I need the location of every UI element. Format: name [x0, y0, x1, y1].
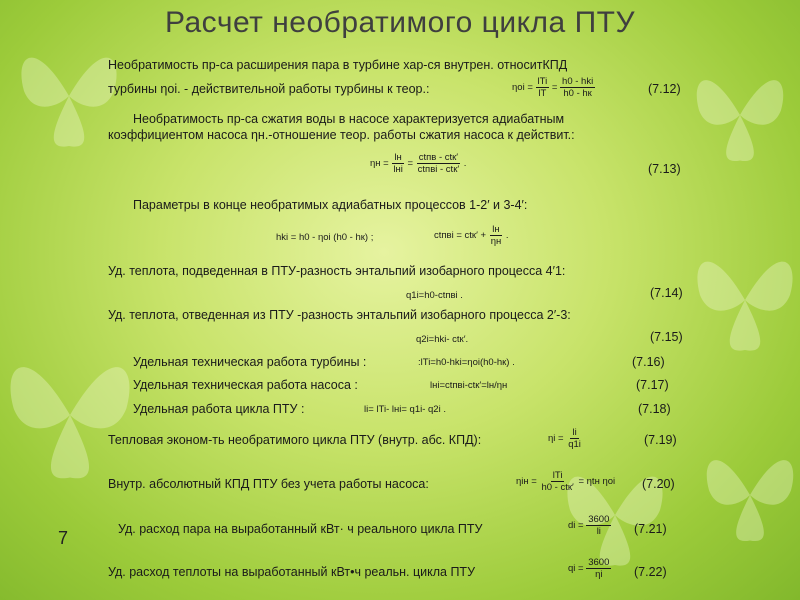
formula-7-12 [512, 76, 595, 99]
formula-part: . [463, 158, 467, 170]
denominator: h0 - hк [563, 88, 592, 99]
fraction [586, 514, 611, 537]
denominator: h0 - ctк′ [541, 482, 574, 493]
equation-number: (7.13) [648, 162, 681, 176]
page-number: 7 [58, 528, 69, 548]
text-line: Уд. расход теплоты на выработанный кВт•ч реальн. цикла ПТУ [108, 565, 476, 579]
text-line: Уд. расход пара на выработанный кВт· ч реального цикла ПТУ [118, 522, 483, 536]
fraction [489, 224, 504, 247]
equation-number: (7.20) [642, 477, 675, 491]
text-line: коэффициентом насоса ηн.-отношение теор. работы сжатия насоса к действит.: [108, 128, 575, 142]
formula-7-16: :lTi=h0-hki=ηoi(h0-hк) . [418, 357, 515, 368]
fraction [391, 152, 404, 175]
fraction [560, 76, 595, 99]
formula-7-20 [516, 470, 615, 493]
formula-part: ηiн = [516, 476, 537, 488]
slide-title: Расчет необратимого цикла ПТУ [164, 6, 636, 39]
formula-part: ctпвi = ctк′ + [434, 230, 487, 242]
fraction [566, 427, 583, 450]
numerator: li [572, 427, 577, 438]
text-line: Необратимость пр-са сжатия воды в насосе характеризуется адиабатным [133, 112, 565, 126]
formula-part: = [551, 82, 558, 94]
text-line: турбины ηoi. - действительной работы турбины к теор.: [108, 82, 430, 96]
fraction [416, 152, 461, 175]
formula-ctpvi [434, 224, 509, 247]
numerator: lTi [537, 76, 548, 87]
text-line: Необратимость пр-са расширения пара в турбине хар-ся внутрен. относитКПД [108, 58, 568, 72]
fraction [539, 470, 575, 493]
fraction [536, 76, 550, 99]
equation-number: (7.14) [650, 286, 683, 300]
formula-7-21 [568, 514, 611, 537]
formula-part: qi = [568, 563, 584, 575]
numerator: h0 - hki [562, 76, 594, 87]
numerator: lн [394, 152, 402, 163]
butterfly-decoration-icon [700, 440, 800, 550]
numerator: lTi [552, 470, 563, 481]
text-line: Параметры в конце необратимых адиабатных процессов 1-2′ и 3-4′: [133, 198, 528, 212]
text-line: Тепловая эконом-ть необратимого цикла ПТУ (внутр. абс. КПД): [108, 433, 482, 447]
text-line: Удельная техническая работа турбины : [133, 355, 367, 369]
equation-number: (7.19) [644, 433, 677, 447]
text-line: Уд. теплота, отведенная из ПТУ -разность энтальпий изобарного процесса 2′-3: [108, 308, 571, 322]
equation-number: (7.15) [650, 330, 683, 344]
numerator: ctпв - ctк′ [418, 152, 459, 163]
text-line: Удельная техническая работа насоса : [133, 378, 358, 392]
equation-number: (7.17) [636, 378, 669, 392]
denominator: ctпвi - ctк′ [417, 164, 460, 175]
formula-7-19 [548, 427, 583, 450]
equation-number: (7.21) [634, 522, 667, 536]
text-line: Внутр. абсолютный КПД ПТУ без учета работы насоса: [108, 477, 429, 491]
denominator: lT [538, 88, 547, 99]
equation-number: (7.22) [634, 565, 667, 579]
numerator: lн [492, 224, 500, 235]
formula-part: . [505, 230, 509, 242]
denominator: lнi [393, 164, 403, 175]
formula-part: ηi = [548, 433, 564, 445]
formula-part: ηн = [370, 158, 389, 170]
numerator: 3600 [588, 514, 610, 525]
equation-number: (7.12) [648, 82, 681, 96]
butterfly-decoration-icon [0, 340, 140, 490]
text-line: Удельная работа цикла ПТУ : [133, 402, 305, 416]
numerator: 3600 [588, 557, 610, 568]
denominator: li [596, 526, 601, 537]
denominator: ηн [490, 236, 502, 247]
formula-part: di = [568, 520, 584, 532]
equation-number: (7.16) [632, 355, 665, 369]
formula-7-13 [370, 152, 466, 175]
denominator: ηi [595, 569, 603, 580]
formula-7-18: li= lTi- lнi= q1i- q2i . [364, 404, 446, 415]
formula-hki: hki = h0 - ηoi (h0 - hк) ; [276, 232, 374, 243]
butterfly-decoration-icon [690, 240, 800, 360]
fraction [586, 557, 611, 580]
formula-part: = ηtн ηoi [578, 476, 616, 488]
butterfly-decoration-icon [690, 60, 790, 170]
formula-part: ηoi = [512, 82, 533, 94]
formula-7-17: lнi=ctпвi-ctк′=lн/ηн [430, 380, 508, 391]
formula-7-22 [568, 557, 611, 580]
formula-7-14: q1i=h0-ctпвi . [406, 290, 463, 301]
denominator: q1i [568, 439, 581, 450]
equation-number: (7.18) [638, 402, 671, 416]
formula-part: = [407, 158, 414, 170]
formula-7-15: q2i=hki- ctк′. [416, 334, 469, 345]
text-line: Уд. теплота, подведенная в ПТУ-разность энтальпий изобарного процесса 4′1: [108, 264, 566, 278]
